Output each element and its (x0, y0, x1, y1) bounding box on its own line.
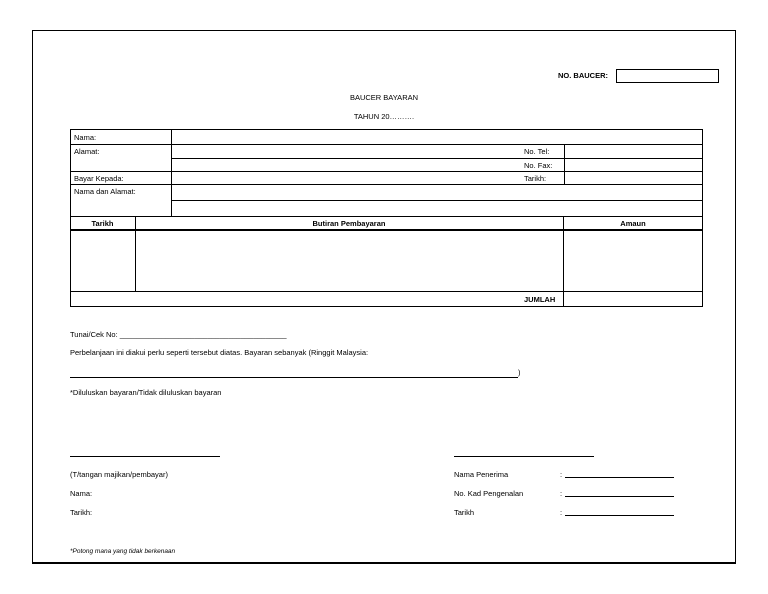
voucher-title: BAUCER BAYARAN (349, 93, 419, 102)
statement-text: Perbelanjaan ini diakui perlu seperti tersebut diatas. Bayaran sebanyak (Ringgit Malaysia: (70, 348, 369, 357)
recv-tarikh-line (565, 515, 674, 516)
tarikh-info-label: Tarikh: (524, 174, 547, 183)
table-header-tarikh: Tarikh (91, 219, 114, 228)
signature-line-right (454, 456, 594, 457)
nama-alamat-label: Nama dan Alamat: (74, 187, 136, 196)
colon-1: : (560, 470, 563, 479)
amount-close-paren: ) (518, 368, 521, 377)
signature-label: (T/tangan majikan/pembayar) (70, 470, 168, 479)
table-header-amaun: Amaun (620, 219, 646, 228)
sign-nama-label: Nama: (70, 489, 93, 498)
jumlah-label: JUMLAH (524, 295, 556, 304)
no-kad-line (565, 496, 674, 497)
table-header-butiran: Butiran Pembayaran (312, 219, 386, 228)
info-table (70, 129, 703, 217)
voucher-no-field[interactable] (616, 69, 719, 83)
footnote: *Potong mana yang tidak berkenaan (70, 548, 176, 555)
nama-penerima-line (565, 477, 674, 478)
recv-tarikh-label: Tarikh (454, 508, 475, 517)
no-tel-label: No. Tel: (524, 147, 550, 156)
approval-text: *Diluluskan bayaran/Tidak diluluskan bayaran (70, 388, 222, 397)
cheque-line: Tunai/Cek No: ________________________________________ (70, 330, 287, 339)
colon-2: : (560, 489, 563, 498)
no-kad-label: No. Kad Pengenalan (454, 489, 524, 498)
voucher-no-label: NO. BAUCER: (558, 71, 608, 80)
voucher-year: TAHUN 20………. (353, 112, 415, 121)
bayar-kepada-label: Bayar Kepada: (74, 174, 124, 183)
nama-penerima-label: Nama Penerima (454, 470, 509, 479)
sign-tarikh-label: Tarikh: (70, 508, 93, 517)
no-fax-label: No. Fax: (524, 161, 553, 170)
amount-words-line (70, 377, 518, 378)
nama-label: Nama: (74, 133, 97, 142)
colon-3: : (560, 508, 563, 517)
signature-line-left (70, 456, 220, 457)
alamat-label: Alamat: (74, 147, 100, 156)
